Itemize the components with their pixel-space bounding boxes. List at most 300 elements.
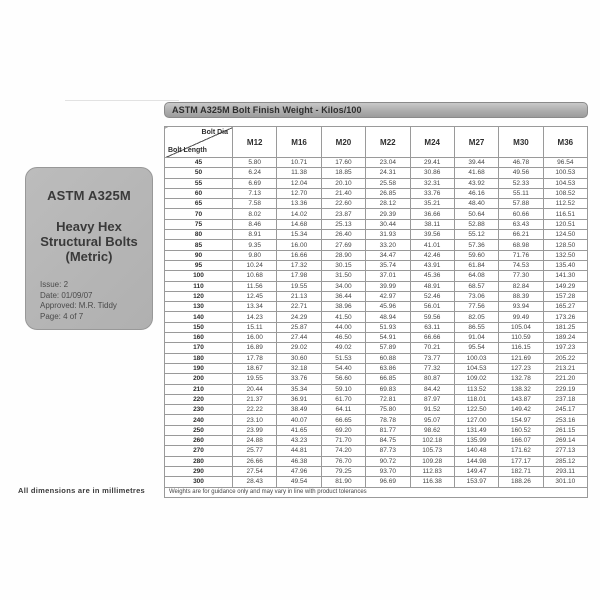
weight-cell: 160.52 bbox=[499, 425, 543, 435]
weight-cell: 21.13 bbox=[277, 291, 321, 301]
weight-cell: 15.11 bbox=[233, 322, 277, 332]
weight-cell: 28.43 bbox=[233, 477, 277, 487]
table-footnote-row bbox=[165, 487, 588, 497]
col-header-m12: M12 bbox=[233, 127, 277, 158]
weight-cell: 229.19 bbox=[543, 384, 587, 394]
weight-cell: 132.78 bbox=[499, 374, 543, 384]
table-row bbox=[165, 394, 588, 404]
weight-cell: 16.89 bbox=[233, 343, 277, 353]
weight-cell: 77.30 bbox=[499, 271, 543, 281]
weight-cell: 213.21 bbox=[543, 363, 587, 373]
weight-cell: 48.91 bbox=[410, 281, 454, 291]
weight-cell: 33.20 bbox=[366, 240, 410, 250]
weight-cell: 22.22 bbox=[233, 405, 277, 415]
weight-cell: 96.54 bbox=[543, 158, 587, 168]
weight-cell: 9.35 bbox=[233, 240, 277, 250]
table-row bbox=[165, 312, 588, 322]
weight-cell: 261.15 bbox=[543, 425, 587, 435]
weight-cell: 86.55 bbox=[454, 322, 498, 332]
weight-cell: 138.32 bbox=[499, 384, 543, 394]
weight-cell: 55.12 bbox=[454, 230, 498, 240]
weight-cell: 110.59 bbox=[499, 333, 543, 343]
table-row bbox=[165, 446, 588, 456]
weight-cell: 20.44 bbox=[233, 384, 277, 394]
table-row bbox=[165, 363, 588, 373]
weight-cell: 116.15 bbox=[499, 343, 543, 353]
weight-cell: 20.10 bbox=[321, 178, 365, 188]
weight-cell: 25.87 bbox=[277, 322, 321, 332]
weight-cell: 54.91 bbox=[366, 333, 410, 343]
weight-cell: 50.64 bbox=[454, 209, 498, 219]
dimensions-note: All dimensions are in millimetres bbox=[18, 486, 146, 495]
weight-cell: 47.96 bbox=[277, 466, 321, 476]
row-label-280: 280 bbox=[165, 456, 233, 466]
weight-cell: 43.92 bbox=[454, 178, 498, 188]
weight-cell: 82.05 bbox=[454, 312, 498, 322]
weight-cell: 88.39 bbox=[499, 291, 543, 301]
row-label-160: 160 bbox=[165, 333, 233, 343]
weight-cell: 15.34 bbox=[277, 230, 321, 240]
weight-cell: 30.60 bbox=[277, 353, 321, 363]
weight-cell: 173.26 bbox=[543, 312, 587, 322]
weight-cell: 48.40 bbox=[454, 199, 498, 209]
weight-cell: 49.54 bbox=[277, 477, 321, 487]
table-row bbox=[165, 405, 588, 415]
weight-cell: 82.84 bbox=[499, 281, 543, 291]
weight-cell: 181.25 bbox=[543, 322, 587, 332]
table-row bbox=[165, 322, 588, 332]
weight-cell: 95.07 bbox=[410, 415, 454, 425]
bolt-dia-label: Bolt Dia bbox=[201, 129, 228, 136]
col-header-m22: M22 bbox=[366, 127, 410, 158]
weight-cell: 61.84 bbox=[454, 260, 498, 270]
weight-cell: 32.18 bbox=[277, 363, 321, 373]
weight-cell: 24.31 bbox=[366, 168, 410, 178]
weight-cell: 48.94 bbox=[366, 312, 410, 322]
weight-cell: 36.91 bbox=[277, 394, 321, 404]
weight-cell: 127.23 bbox=[499, 363, 543, 373]
weight-cell: 96.69 bbox=[366, 477, 410, 487]
weight-cell: 17.32 bbox=[277, 260, 321, 270]
diagonal-header-cell bbox=[165, 127, 233, 158]
row-label-220: 220 bbox=[165, 394, 233, 404]
weight-cell: 127.00 bbox=[454, 415, 498, 425]
table-row bbox=[165, 384, 588, 394]
weight-cell: 99.49 bbox=[499, 312, 543, 322]
weight-cell: 301.10 bbox=[543, 477, 587, 487]
weight-cell: 57.36 bbox=[454, 240, 498, 250]
col-header-m27: M27 bbox=[454, 127, 498, 158]
row-label-200: 200 bbox=[165, 374, 233, 384]
weight-cell: 26.85 bbox=[366, 188, 410, 198]
weight-cell: 124.50 bbox=[543, 230, 587, 240]
weight-cell: 69.83 bbox=[366, 384, 410, 394]
weight-cell: 51.93 bbox=[366, 322, 410, 332]
row-label-130: 130 bbox=[165, 302, 233, 312]
weight-cell: 25.58 bbox=[366, 178, 410, 188]
weight-cell: 11.56 bbox=[233, 281, 277, 291]
weight-cell: 56.01 bbox=[410, 302, 454, 312]
weight-cell: 37.01 bbox=[366, 271, 410, 281]
weight-cell: 68.98 bbox=[499, 240, 543, 250]
table-row bbox=[165, 250, 588, 260]
weight-cell: 91.04 bbox=[454, 333, 498, 343]
table-row bbox=[165, 168, 588, 178]
weight-cell: 19.55 bbox=[233, 374, 277, 384]
weight-cell: 116.51 bbox=[543, 209, 587, 219]
weight-cell: 118.01 bbox=[454, 394, 498, 404]
table-row bbox=[165, 302, 588, 312]
weight-cell: 18.85 bbox=[321, 168, 365, 178]
scan-artifact-line bbox=[65, 100, 179, 101]
row-label-290: 290 bbox=[165, 466, 233, 476]
weight-cell: 6.24 bbox=[233, 168, 277, 178]
weight-cell: 54.40 bbox=[321, 363, 365, 373]
weight-cell: 30.15 bbox=[321, 260, 365, 270]
row-label-95: 95 bbox=[165, 260, 233, 270]
weight-cell: 29.41 bbox=[410, 158, 454, 168]
weight-cell: 8.46 bbox=[233, 219, 277, 229]
weight-cell: 75.80 bbox=[366, 405, 410, 415]
weight-cell: 35.74 bbox=[366, 260, 410, 270]
issue-line: Issue: 2 bbox=[40, 280, 69, 289]
table-row bbox=[165, 333, 588, 343]
table-row bbox=[165, 230, 588, 240]
table-row bbox=[165, 477, 588, 487]
weight-cell: 23.99 bbox=[233, 425, 277, 435]
weight-cell: 64.11 bbox=[321, 405, 365, 415]
table-row bbox=[165, 188, 588, 198]
table-row bbox=[165, 343, 588, 353]
weight-cell: 149.42 bbox=[499, 405, 543, 415]
table-row bbox=[165, 209, 588, 219]
weight-table-container bbox=[164, 126, 588, 498]
weight-cell: 71.70 bbox=[321, 436, 365, 446]
weight-cell: 98.62 bbox=[410, 425, 454, 435]
weight-cell: 27.54 bbox=[233, 466, 277, 476]
weight-cell: 135.99 bbox=[454, 436, 498, 446]
weight-cell: 23.10 bbox=[233, 415, 277, 425]
weight-cell: 39.99 bbox=[366, 281, 410, 291]
weight-cell: 122.50 bbox=[454, 405, 498, 415]
weight-cell: 237.18 bbox=[543, 394, 587, 404]
weight-cell: 189.24 bbox=[543, 333, 587, 343]
weight-cell: 84.75 bbox=[366, 436, 410, 446]
weight-cell: 52.88 bbox=[454, 219, 498, 229]
weight-cell: 30.86 bbox=[410, 168, 454, 178]
weight-cell: 221.20 bbox=[543, 374, 587, 384]
weight-cell: 79.25 bbox=[321, 466, 365, 476]
weight-cell: 41.50 bbox=[321, 312, 365, 322]
weight-cell: 157.28 bbox=[543, 291, 587, 301]
weight-cell: 63.43 bbox=[499, 219, 543, 229]
weight-cell: 7.13 bbox=[233, 188, 277, 198]
row-label-45: 45 bbox=[165, 158, 233, 168]
weight-cell: 76.70 bbox=[321, 456, 365, 466]
weight-cell: 25.13 bbox=[321, 219, 365, 229]
weight-cell: 78.78 bbox=[366, 415, 410, 425]
weight-cell: 100.53 bbox=[543, 168, 587, 178]
weight-cell: 43.23 bbox=[277, 436, 321, 446]
weight-cell: 64.08 bbox=[454, 271, 498, 281]
weight-cell: 182.71 bbox=[499, 466, 543, 476]
row-label-150: 150 bbox=[165, 322, 233, 332]
weight-cell: 34.00 bbox=[321, 281, 365, 291]
table-row bbox=[165, 281, 588, 291]
weight-cell: 69.20 bbox=[321, 425, 365, 435]
weight-cell: 5.80 bbox=[233, 158, 277, 168]
weight-cell: 46.38 bbox=[277, 456, 321, 466]
weight-cell: 63.86 bbox=[366, 363, 410, 373]
col-header-m30: M30 bbox=[499, 127, 543, 158]
row-label-50: 50 bbox=[165, 168, 233, 178]
col-header-m36: M36 bbox=[543, 127, 587, 158]
weight-cell: 108.52 bbox=[543, 188, 587, 198]
weight-cell: 26.66 bbox=[233, 456, 277, 466]
weight-cell: 19.55 bbox=[277, 281, 321, 291]
weight-cell: 109.02 bbox=[454, 374, 498, 384]
weight-cell: 7.58 bbox=[233, 199, 277, 209]
spec-subtitle: Heavy Hex Structural Bolts (Metric) bbox=[40, 219, 138, 264]
weight-cell: 21.37 bbox=[233, 394, 277, 404]
weight-cell: 40.07 bbox=[277, 415, 321, 425]
weight-cell: 46.16 bbox=[454, 188, 498, 198]
col-header-m20: M20 bbox=[321, 127, 365, 158]
weight-cell: 141.30 bbox=[543, 271, 587, 281]
weight-cell: 18.67 bbox=[233, 363, 277, 373]
weight-cell: 131.49 bbox=[454, 425, 498, 435]
weight-cell: 74.53 bbox=[499, 260, 543, 270]
weight-cell: 51.53 bbox=[321, 353, 365, 363]
weight-cell: 112.83 bbox=[410, 466, 454, 476]
weight-cell: 277.13 bbox=[543, 446, 587, 456]
weight-cell: 16.00 bbox=[277, 240, 321, 250]
weight-cell: 197.23 bbox=[543, 343, 587, 353]
weight-cell: 13.34 bbox=[233, 302, 277, 312]
weight-cell: 66.65 bbox=[321, 415, 365, 425]
weight-cell: 36.44 bbox=[321, 291, 365, 301]
weight-cell: 81.77 bbox=[366, 425, 410, 435]
table-row bbox=[165, 158, 588, 168]
row-label-300: 300 bbox=[165, 477, 233, 487]
table-row bbox=[165, 374, 588, 384]
weight-cell: 269.14 bbox=[543, 436, 587, 446]
row-label-80: 80 bbox=[165, 230, 233, 240]
weight-cell: 84.42 bbox=[410, 384, 454, 394]
weight-cell: 35.34 bbox=[277, 384, 321, 394]
weight-cell: 60.88 bbox=[366, 353, 410, 363]
weight-cell: 153.97 bbox=[454, 477, 498, 487]
table-row bbox=[165, 178, 588, 188]
weight-cell: 87.73 bbox=[366, 446, 410, 456]
weight-cell: 16.66 bbox=[277, 250, 321, 260]
row-label-100: 100 bbox=[165, 271, 233, 281]
row-label-260: 260 bbox=[165, 436, 233, 446]
weight-cell: 46.78 bbox=[499, 158, 543, 168]
weight-cell: 177.17 bbox=[499, 456, 543, 466]
weight-cell: 10.71 bbox=[277, 158, 321, 168]
table-row bbox=[165, 353, 588, 363]
table-row bbox=[165, 425, 588, 435]
weight-cell: 171.62 bbox=[499, 446, 543, 456]
weight-cell: 113.52 bbox=[454, 384, 498, 394]
weight-cell: 188.26 bbox=[499, 477, 543, 487]
weight-cell: 42.97 bbox=[366, 291, 410, 301]
table-footnote: Weights are for guidance only and may vary in line with product tolerances bbox=[165, 487, 588, 497]
approved-line: Approved: M.R. Tiddy bbox=[40, 301, 117, 310]
weight-cell: 72.81 bbox=[366, 394, 410, 404]
table-header-row bbox=[165, 127, 588, 158]
weight-cell: 104.53 bbox=[543, 178, 587, 188]
row-label-65: 65 bbox=[165, 199, 233, 209]
row-label-85: 85 bbox=[165, 240, 233, 250]
weight-cell: 120.51 bbox=[543, 219, 587, 229]
weight-cell: 49.56 bbox=[499, 168, 543, 178]
weight-cell: 31.93 bbox=[366, 230, 410, 240]
col-header-m16: M16 bbox=[277, 127, 321, 158]
weight-cell: 38.11 bbox=[410, 219, 454, 229]
weight-cell: 100.03 bbox=[454, 353, 498, 363]
weight-cell: 38.96 bbox=[321, 302, 365, 312]
spec-meta bbox=[34, 280, 144, 322]
weight-cell: 77.32 bbox=[410, 363, 454, 373]
weight-cell: 16.00 bbox=[233, 333, 277, 343]
weight-cell: 12.70 bbox=[277, 188, 321, 198]
weight-cell: 29.39 bbox=[366, 209, 410, 219]
weight-cell: 63.11 bbox=[410, 322, 454, 332]
weight-cell: 66.66 bbox=[410, 333, 454, 343]
weight-cell: 12.04 bbox=[277, 178, 321, 188]
table-title-bar bbox=[164, 102, 588, 118]
table-row bbox=[165, 219, 588, 229]
weight-cell: 14.23 bbox=[233, 312, 277, 322]
row-label-190: 190 bbox=[165, 363, 233, 373]
weight-cell: 41.65 bbox=[277, 425, 321, 435]
weight-cell: 33.76 bbox=[277, 374, 321, 384]
row-label-210: 210 bbox=[165, 384, 233, 394]
weight-cell: 45.96 bbox=[366, 302, 410, 312]
weight-cell: 27.69 bbox=[321, 240, 365, 250]
table-row bbox=[165, 240, 588, 250]
weight-cell: 68.57 bbox=[454, 281, 498, 291]
weight-cell: 21.40 bbox=[321, 188, 365, 198]
weight-cell: 13.36 bbox=[277, 199, 321, 209]
weight-cell: 61.70 bbox=[321, 394, 365, 404]
weight-cell: 245.17 bbox=[543, 405, 587, 415]
weight-cell: 149.47 bbox=[454, 466, 498, 476]
weight-cell: 14.68 bbox=[277, 219, 321, 229]
weight-cell: 42.46 bbox=[410, 250, 454, 260]
weight-cell: 12.45 bbox=[233, 291, 277, 301]
weight-cell: 24.29 bbox=[277, 312, 321, 322]
page-line: Page: 4 of 7 bbox=[40, 311, 84, 321]
weight-cell: 26.40 bbox=[321, 230, 365, 240]
table-row bbox=[165, 436, 588, 446]
weight-cell: 11.38 bbox=[277, 168, 321, 178]
weight-cell: 10.68 bbox=[233, 271, 277, 281]
weight-cell: 135.40 bbox=[543, 260, 587, 270]
weight-cell: 154.97 bbox=[499, 415, 543, 425]
weight-cell: 41.68 bbox=[454, 168, 498, 178]
weight-cell: 66.21 bbox=[499, 230, 543, 240]
weight-cell: 59.10 bbox=[321, 384, 365, 394]
weight-cell: 55.11 bbox=[499, 188, 543, 198]
weight-cell: 109.28 bbox=[410, 456, 454, 466]
weight-cell: 144.98 bbox=[454, 456, 498, 466]
row-label-250: 250 bbox=[165, 425, 233, 435]
info-panel bbox=[25, 167, 153, 330]
row-label-270: 270 bbox=[165, 446, 233, 456]
weight-cell: 105.04 bbox=[499, 322, 543, 332]
weight-cell: 59.60 bbox=[454, 250, 498, 260]
weight-cell: 17.60 bbox=[321, 158, 365, 168]
weight-cell: 66.85 bbox=[366, 374, 410, 384]
weight-cell: 121.69 bbox=[499, 353, 543, 363]
weight-cell: 80.87 bbox=[410, 374, 454, 384]
weight-cell: 52.33 bbox=[499, 178, 543, 188]
weight-cell: 49.02 bbox=[321, 343, 365, 353]
table-row bbox=[165, 415, 588, 425]
spec-title: ASTM A325M bbox=[47, 188, 131, 203]
weight-cell: 57.89 bbox=[366, 343, 410, 353]
weight-cell: 25.77 bbox=[233, 446, 277, 456]
weight-cell: 46.50 bbox=[321, 333, 365, 343]
weight-cell: 293.11 bbox=[543, 466, 587, 476]
weight-cell: 17.78 bbox=[233, 353, 277, 363]
weight-cell: 73.77 bbox=[410, 353, 454, 363]
row-label-60: 60 bbox=[165, 188, 233, 198]
weight-cell: 71.76 bbox=[499, 250, 543, 260]
weight-cell: 28.90 bbox=[321, 250, 365, 260]
weight-cell: 57.88 bbox=[499, 199, 543, 209]
bolt-length-label: Bolt Length bbox=[168, 147, 207, 154]
weight-cell: 132.50 bbox=[543, 250, 587, 260]
weight-cell: 77.56 bbox=[454, 302, 498, 312]
weight-cell: 45.36 bbox=[410, 271, 454, 281]
row-label-140: 140 bbox=[165, 312, 233, 322]
table-row bbox=[165, 291, 588, 301]
weight-cell: 10.24 bbox=[233, 260, 277, 270]
weight-cell: 34.47 bbox=[366, 250, 410, 260]
table-row bbox=[165, 260, 588, 270]
weight-cell: 149.29 bbox=[543, 281, 587, 291]
weight-cell: 253.16 bbox=[543, 415, 587, 425]
weight-cell: 8.91 bbox=[233, 230, 277, 240]
weight-cell: 104.53 bbox=[454, 363, 498, 373]
weight-cell: 39.56 bbox=[410, 230, 454, 240]
weight-cell: 105.73 bbox=[410, 446, 454, 456]
weight-cell: 285.12 bbox=[543, 456, 587, 466]
weight-cell: 143.87 bbox=[499, 394, 543, 404]
row-label-110: 110 bbox=[165, 281, 233, 291]
weight-cell: 22.60 bbox=[321, 199, 365, 209]
weight-cell: 91.52 bbox=[410, 405, 454, 415]
weight-cell: 29.02 bbox=[277, 343, 321, 353]
weight-cell: 93.70 bbox=[366, 466, 410, 476]
table-title: ASTM A325M Bolt Finish Weight - Kilos/100 bbox=[172, 105, 362, 115]
weight-cell: 112.52 bbox=[543, 199, 587, 209]
date-line: Date: 01/09/07 bbox=[40, 290, 93, 300]
weight-cell: 56.60 bbox=[321, 374, 365, 384]
weight-cell: 30.44 bbox=[366, 219, 410, 229]
weight-cell: 35.21 bbox=[410, 199, 454, 209]
weight-cell: 22.71 bbox=[277, 302, 321, 312]
weight-cell: 74.20 bbox=[321, 446, 365, 456]
row-label-55: 55 bbox=[165, 178, 233, 188]
row-label-180: 180 bbox=[165, 353, 233, 363]
col-header-m24: M24 bbox=[410, 127, 454, 158]
weight-cell: 28.12 bbox=[366, 199, 410, 209]
